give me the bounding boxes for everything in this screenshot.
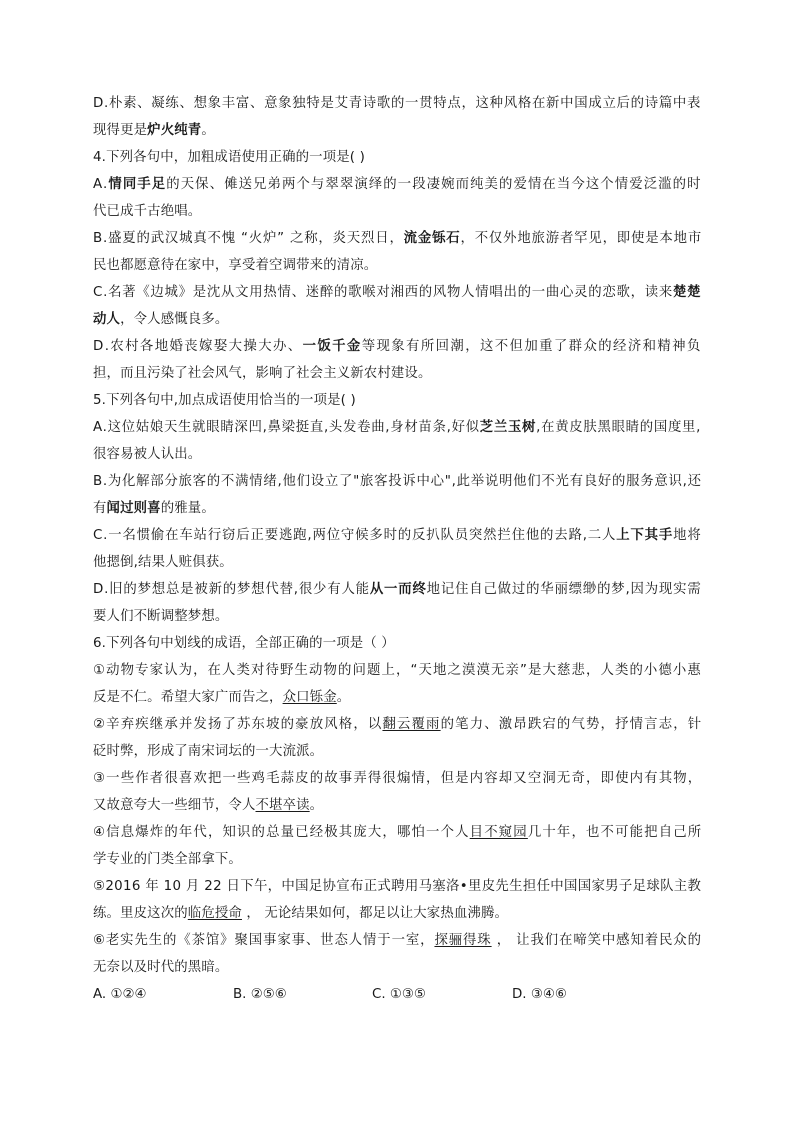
bold-idiom: 炉火纯青 [147, 123, 202, 138]
text-line [93, 905, 508, 923]
text-line [93, 797, 323, 815]
text-segment: B.为化解部分旅客的不满情绪,他们设立了"旅客投诉中心",此举说明他们不光有良好的服务意识,还 [93, 474, 702, 489]
text-segment: 地记住自己做过的华丽缥缈的梦,因为现实需 [426, 582, 702, 597]
text-line [93, 230, 702, 248]
text-segment: 又故意夸大一些细节，令人 [93, 798, 256, 813]
text-segment: 很容易被人认出。 [93, 447, 202, 462]
text-line [93, 284, 701, 302]
text-line [93, 716, 702, 734]
bold-idiom: 楚楚 [672, 285, 702, 300]
text-segment: 的雅量。 [160, 501, 215, 516]
text-segment: C.名著《边城》是沈从文用热情、迷醉的歌喉对湘西的风物人情唱出的一曲心灵的恋歌，读来 [93, 285, 673, 300]
text-line [93, 689, 350, 707]
text-segment: 有 [93, 501, 107, 516]
text-line [93, 473, 702, 491]
text-segment: D.朴素、凝练、想象丰富、意象独特是艾青诗歌的一贯特点，这种风格在新中国成立后的诗篇中表 [93, 96, 702, 111]
text-segment: 的笔力、激昂跌宕的气势，抒情言志，针 [440, 717, 703, 732]
text-segment: 。 [201, 123, 215, 138]
text-line [93, 95, 701, 113]
text-line [93, 419, 701, 437]
bold-idiom: 动人 [93, 312, 121, 327]
answer-option: A. ①②④ [93, 987, 147, 1002]
text-segment: 民也都愿意待在家中，享受着空调带来的清凉。 [93, 258, 378, 273]
underlined-idiom: 临危授命 [187, 906, 242, 921]
text-line [93, 527, 702, 545]
underlined-idiom: 众口铄金 [282, 690, 337, 705]
text-line [93, 662, 702, 680]
text-line [93, 149, 365, 167]
text-line [93, 824, 702, 842]
text-line [93, 770, 702, 788]
answer-option: B. ②⑤⑥ [233, 987, 287, 1002]
text-line [93, 743, 323, 761]
text-segment: ⑥老实先生的《茶馆》聚国事家事、世态人情于一室， [93, 933, 435, 948]
text-line [93, 581, 702, 599]
text-segment: 要人们不断调整梦想。 [93, 609, 229, 624]
text-segment: ③一些作者很喜欢把一些鸡毛蒜皮的故事弄得很煽情，但是内容却又空洞无奇，即使内有其物， [93, 771, 703, 786]
text-line [93, 311, 228, 329]
text-segment: B.盛夏的武汉城真不愧 “火炉” 之称，炎天烈日， [93, 231, 404, 246]
text-segment: 练。里皮这次的 [93, 906, 188, 921]
text-segment: D.旧的梦想总是被新的梦想代替,很少有人能 [93, 582, 370, 597]
text-segment: ， 让我们在啼笑中感知着民众的 [491, 933, 702, 948]
text-line [93, 365, 432, 383]
bold-idiom: 从一而终 [369, 582, 427, 597]
text-segment: C.一名惯偷在车站行窃后正要逃跑,两位守候多时的反扒队员突然拦住他的去路,二人 [93, 528, 617, 543]
bold-idiom: 芝兰玉树 [479, 420, 537, 435]
bold-idiom: 上下其手 [616, 528, 674, 543]
text-line [93, 338, 702, 356]
text-line [93, 959, 228, 977]
text-segment: 。 [309, 798, 324, 813]
text-segment: ⑤2016 年 10 月 22 日下午，中国足协宣布正式聘用马塞洛•里皮先生担任中国国家男子足球队主教 [93, 879, 702, 894]
text-segment: 。 [336, 690, 351, 705]
underlined-idiom: 翻云覆雨 [382, 717, 441, 732]
text-line [93, 635, 395, 653]
text-line [93, 446, 201, 464]
text-line [93, 608, 228, 626]
text-segment: 的天保、傩送兄弟两个与翠翠演绎的一段凄婉而纯美的爱情在当今这个情爱泛滥的时 [166, 177, 702, 192]
text-segment: 学专业的门类全部拿下。 [93, 852, 242, 867]
bold-idiom: 一饭千金 [302, 339, 362, 354]
text-line [93, 851, 242, 869]
underlined-idiom: 探骊得珠 [434, 933, 492, 948]
text-line [93, 122, 215, 140]
text-segment: A. [93, 177, 109, 192]
underlined-idiom: 目不窥园 [469, 825, 528, 840]
text-segment: 几十年，也不可能把自己所 [527, 825, 703, 840]
text-segment: 现得更是 [93, 123, 148, 138]
text-segment: 地将 [673, 528, 702, 543]
text-segment: 担，而且污染了社会风气，影响了社会主义新农村建设。 [93, 366, 432, 381]
text-segment: 砭时弊，形成了南宋词坛的一大流派。 [93, 744, 324, 759]
text-segment: ， 无论结果如何，都足以让大家热血沸腾。 [241, 906, 509, 921]
text-line [93, 500, 215, 518]
text-line [93, 392, 356, 410]
text-segment: ,在黄皮肤黑眼睛的国度里, [536, 420, 702, 435]
text-segment: 他摁倒,结果人赃俱获。 [93, 555, 233, 570]
text-line [93, 257, 377, 275]
answer-option: D. ③④⑥ [512, 987, 567, 1002]
text-segment: ②辛弃疾继承并发扬了苏东坡的豪放风格，以 [93, 717, 383, 732]
text-segment: 代已成千古绝唱。 [93, 204, 202, 219]
text-segment: 无奈以及时代的黑暗。 [93, 960, 229, 975]
text-line [93, 176, 702, 194]
text-segment: ④信息爆炸的年代，知识的总量已经极其庞大，哪怕一个人 [93, 825, 470, 840]
text-segment: ①动物专家认为，在人类对待野生动物的问题上，“天地之漠漠无亲”是大慈悲，人类的小德小惠 [93, 663, 702, 678]
text-segment: 等现象有所回潮，这不但加重了群众的经济和精神负 [361, 339, 702, 354]
text-line [93, 878, 701, 896]
text-line [93, 203, 201, 221]
underlined-idiom: 不堪卒读 [255, 798, 310, 813]
text-segment: ，令人感慨良多。 [120, 312, 229, 327]
answer-option: C. ①③⑤ [372, 987, 426, 1002]
text-segment: A.这位姑娘天生就眼睛深凹,鼻梁挺直,头发卷曲,身材苗条,好似 [93, 420, 480, 435]
text-line [93, 554, 233, 572]
bold-idiom: 流金铄石 [403, 231, 461, 246]
text-segment: 4.下列各句中，加粗成语使用正确的一项是( ) [93, 150, 365, 165]
text-line [93, 932, 702, 950]
text-segment: ，不仅外地旅游者罕见，即使是本地市 [460, 231, 703, 246]
bold-idiom: 情同手足 [108, 177, 167, 192]
text-segment: 5.下列各句中,加点成语使用恰当的一项是( ) [93, 393, 356, 408]
text-segment: 反是不仁。希望大家广而告之， [93, 690, 283, 705]
text-segment: D.农村各地婚丧嫁娶大操大办、 [93, 339, 303, 354]
bold-idiom: 闻过则喜 [106, 501, 161, 516]
text-segment: 6.下列各句中划线的成语，全部正确的一项是（ ） [93, 636, 395, 651]
